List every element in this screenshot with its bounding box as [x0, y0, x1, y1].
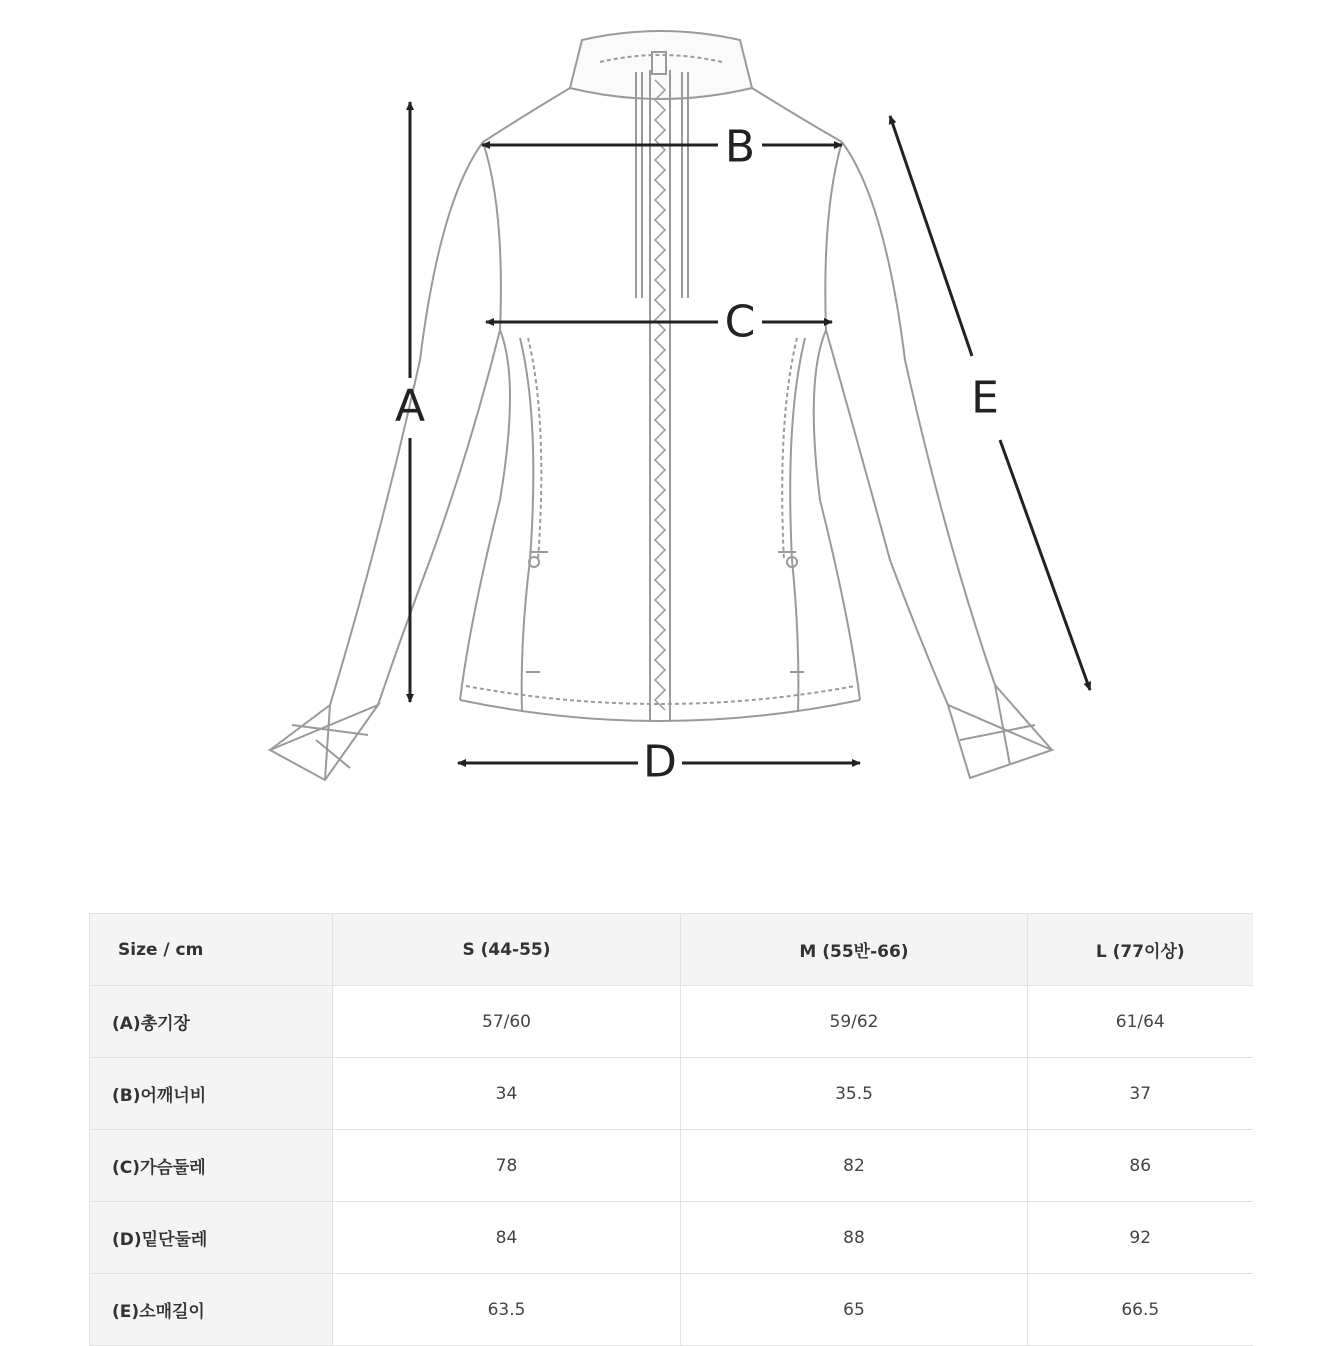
cell-value: 35.5: [681, 1058, 1028, 1130]
size-table: [89, 913, 1253, 1346]
cell-value: 57/60: [333, 986, 681, 1058]
measure-c-label: C: [724, 296, 756, 348]
row-label-total-length: (A)총기장: [90, 986, 333, 1058]
cell-value: 59/62: [681, 986, 1028, 1058]
row-label-hem: (D)밑단둘레: [90, 1202, 333, 1274]
measure-a-label: A: [394, 380, 426, 432]
table-row: [90, 1058, 1253, 1130]
header-size-m: M (55반-66): [681, 914, 1028, 986]
measure-d-label: D: [643, 736, 677, 788]
header-size-unit: Size / cm: [90, 914, 333, 986]
cell-value: 63.5: [333, 1274, 681, 1346]
measure-b-label: B: [724, 121, 756, 173]
table-row: [90, 1274, 1253, 1346]
row-label-chest: (C)가슴둘레: [90, 1130, 333, 1202]
cell-value: 82: [681, 1130, 1028, 1202]
table-row: [90, 1130, 1253, 1202]
cell-value: 66.5: [1028, 1274, 1253, 1346]
jacket-outline: [270, 31, 1052, 780]
cell-value: 34: [333, 1058, 681, 1130]
header-size-s: S (44-55): [333, 914, 681, 986]
row-label-shoulder-width: (B)어깨너비: [90, 1058, 333, 1130]
cell-value: 61/64: [1028, 986, 1253, 1058]
measure-e-line-bottom: [1000, 440, 1090, 690]
cell-value: 78: [333, 1130, 681, 1202]
cell-value: 86: [1028, 1130, 1253, 1202]
table-row: [90, 986, 1253, 1058]
table-row: [90, 1202, 1253, 1274]
row-label-sleeve-length: (E)소매길이: [90, 1274, 333, 1346]
cell-value: 92: [1028, 1202, 1253, 1274]
table-header-row: [90, 914, 1253, 986]
measure-e-line-top: [890, 116, 972, 356]
cell-value: 37: [1028, 1058, 1253, 1130]
header-size-l: L (77이상): [1028, 914, 1253, 986]
measure-e-label: E: [971, 372, 999, 424]
cell-value: 84: [333, 1202, 681, 1274]
cell-value: 65: [681, 1274, 1028, 1346]
cell-value: 88: [681, 1202, 1028, 1274]
